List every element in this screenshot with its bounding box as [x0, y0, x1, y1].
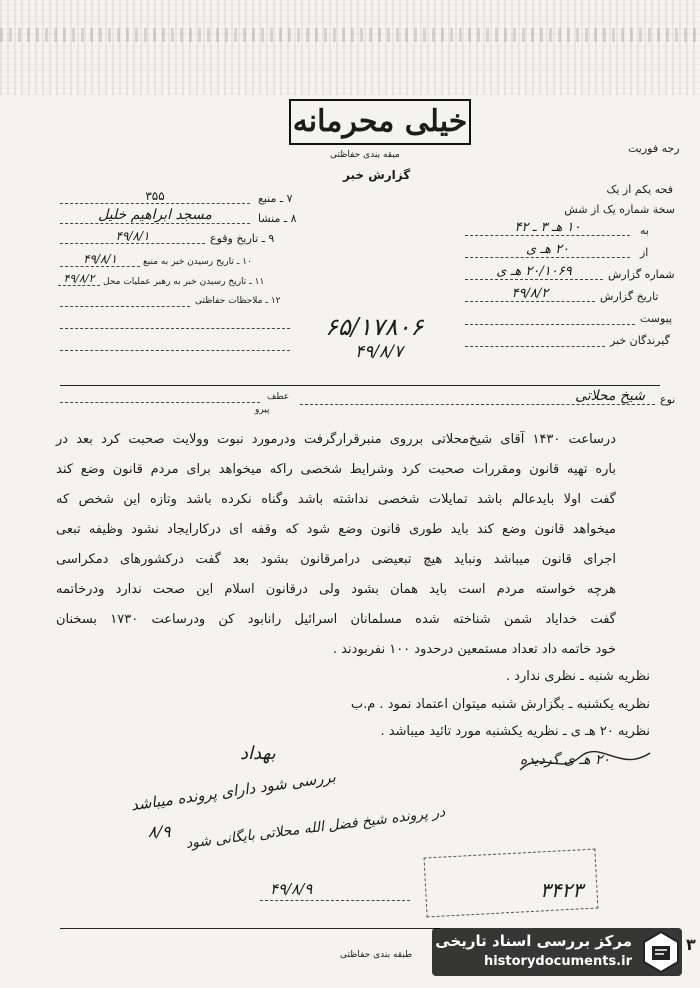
- bottom-number: ۳۴۲۳: [540, 878, 583, 902]
- to-label: به: [640, 224, 649, 237]
- archive-logo-icon: [640, 928, 682, 976]
- report-title: گزارش خبر: [343, 168, 411, 182]
- handwritten-note-3: در پرونده شیخ فضل الله محلاتی بایگانی شود: [184, 804, 447, 852]
- file-number-primary: ۶۵/۱۷۸۰۶: [325, 313, 424, 341]
- body-line-1: درساعت ۱۴۳۰ آقای شیخ‌محلاتی برروی منبرقرارگرفت ودرمورد نبوت وولایت صحبت کرد بعد در: [56, 432, 616, 447]
- attachment-line: [465, 324, 635, 325]
- report-date-value: ۴۹/۸/۲: [465, 286, 595, 302]
- remarks-line-3: [60, 350, 290, 351]
- body-line-4: میخواهد قانون وضع کند باید طوری قانون وضع شود که وقفه ای درکارایجاد نشود وظیفه تبعی: [56, 522, 616, 537]
- copy-field: سخة شماره یک از شش: [564, 203, 675, 216]
- stamp-date-line: [260, 900, 410, 901]
- remarks-line: [60, 306, 190, 307]
- sunday-opinion: نظریه یکشنبه ـ بگزارش شنبه میتوان اعتماد نمود . م.ب: [350, 697, 650, 712]
- body-line-5: اجرای قانون میباشد ونباید هیچ تبعیضی درامرقانون بشود بعد گفت درکشورهای دمکراسی: [56, 552, 616, 567]
- report-date-label: تاریخ گزارش: [600, 290, 659, 303]
- from-value: ۲۰ هـ ی: [465, 242, 630, 258]
- page-field: فحه یکم از یک: [606, 183, 673, 196]
- ref-label: عطف: [267, 392, 290, 402]
- ops-date-label: ۱۱ ـ تاریخ رسیدن خبر به رهبر عملیات محل: [103, 277, 265, 287]
- origin-label: ۸ ـ منشا: [258, 212, 297, 225]
- body-line-8: خود خاتمه داد تعداد مستمعین درحدود ۱۰۰ نفربودند .: [332, 642, 616, 657]
- follow-label: پیرو: [255, 405, 270, 415]
- body-line-3: گفت اولا بایدعالم باشد تمایلات شخصی نداشته باشد وگناه نکرده باشد وتازه این شخص که: [56, 492, 616, 507]
- signature-note: ۲۰ هـ ی گردیده: [520, 752, 611, 768]
- attachment-label: پیوست: [640, 312, 673, 325]
- to-value: ۱۰ هـ ۳ ـ ۴۲: [465, 220, 630, 236]
- handwritten-date: ۸/۹: [148, 822, 171, 841]
- body-line-6: هرچه خواسته مردم است باید همان بشود ولی درقانون اسلام این صحت ندارد ودرخاتمه: [56, 582, 616, 597]
- ops-date-value: ۴۹/۸/۲: [58, 272, 100, 286]
- from-label: از: [640, 246, 649, 259]
- type-label: نوع: [660, 393, 676, 406]
- urgency-label: رجه فوریت: [628, 142, 680, 155]
- separator-line: [60, 385, 660, 386]
- remarks-label: ۱۲ ـ ملاحظات حفاظتی: [195, 296, 281, 306]
- source-value: ۳۵۵: [60, 189, 250, 204]
- department-label: مبقه بندی حفاظتی: [330, 150, 400, 160]
- event-date-label: ۹ ـ تاریخ وقوع: [210, 232, 275, 245]
- handwritten-note-1: بهداد: [240, 743, 276, 764]
- stamp-date: ۴۹/۸/۹: [270, 880, 313, 898]
- recipients-line: [465, 346, 605, 347]
- unit-opinion: نظریه ۲۰ هـ ی ـ نظریه یکشنبه مورد تائید میباشد .: [380, 724, 650, 739]
- watermark-url: historydocuments.ir: [483, 954, 632, 969]
- body-line-2: باره تهیه قانون ومقررات صحبت کرد وشرایط شخصی راکه میخواهد برای مردم قانون وضع کند: [56, 462, 616, 477]
- received-date-value: ۴۹/۸/۱: [60, 252, 140, 267]
- remarks-line-2: [60, 328, 290, 329]
- report-number-value: ۲۰/۱۰۶۹ هـ ی: [465, 264, 603, 280]
- watermark-title: مرکز بررسی اسناد تاریخی: [435, 932, 632, 950]
- source-label: ۷ ـ منبع: [258, 192, 293, 205]
- origin-value: مسجد ابراهیم خلیل: [60, 207, 250, 224]
- signature-scribble: [515, 745, 655, 780]
- file-number-secondary: ۴۹/۸/۷: [355, 342, 403, 362]
- page-number: ۳: [686, 935, 696, 954]
- scan-noise-strip: [0, 28, 700, 42]
- received-date-label: ۱۰ ـ تاریخ رسیدن خبر به منبع: [143, 257, 252, 267]
- ref-line: [60, 402, 260, 403]
- saturday-opinion: نظریه شنبه ـ نظری ندارد .: [505, 669, 650, 684]
- recipients-label: گیرندگان خبر: [610, 334, 670, 347]
- event-date-value: ۴۹/۸/۱: [60, 229, 205, 244]
- report-number-label: شماره گزارش: [608, 268, 675, 281]
- body-line-7: گفت خدایاد شمن شناخته شده مسلمانان اسرائیل رانابود کن ودرساعت ۱۷۳۰ بسخنان: [56, 612, 616, 627]
- subject-value: شیخ محلاتی: [300, 388, 655, 405]
- handwritten-note-2: بررسی شود دارای پرونده میباشد: [129, 767, 337, 815]
- footer-department: طبقه بندی حفاظتی: [340, 950, 413, 960]
- scan-noise-top: [0, 0, 700, 95]
- footer-line: [60, 928, 440, 929]
- classification-stamp: خیلی محرمانه: [289, 99, 471, 145]
